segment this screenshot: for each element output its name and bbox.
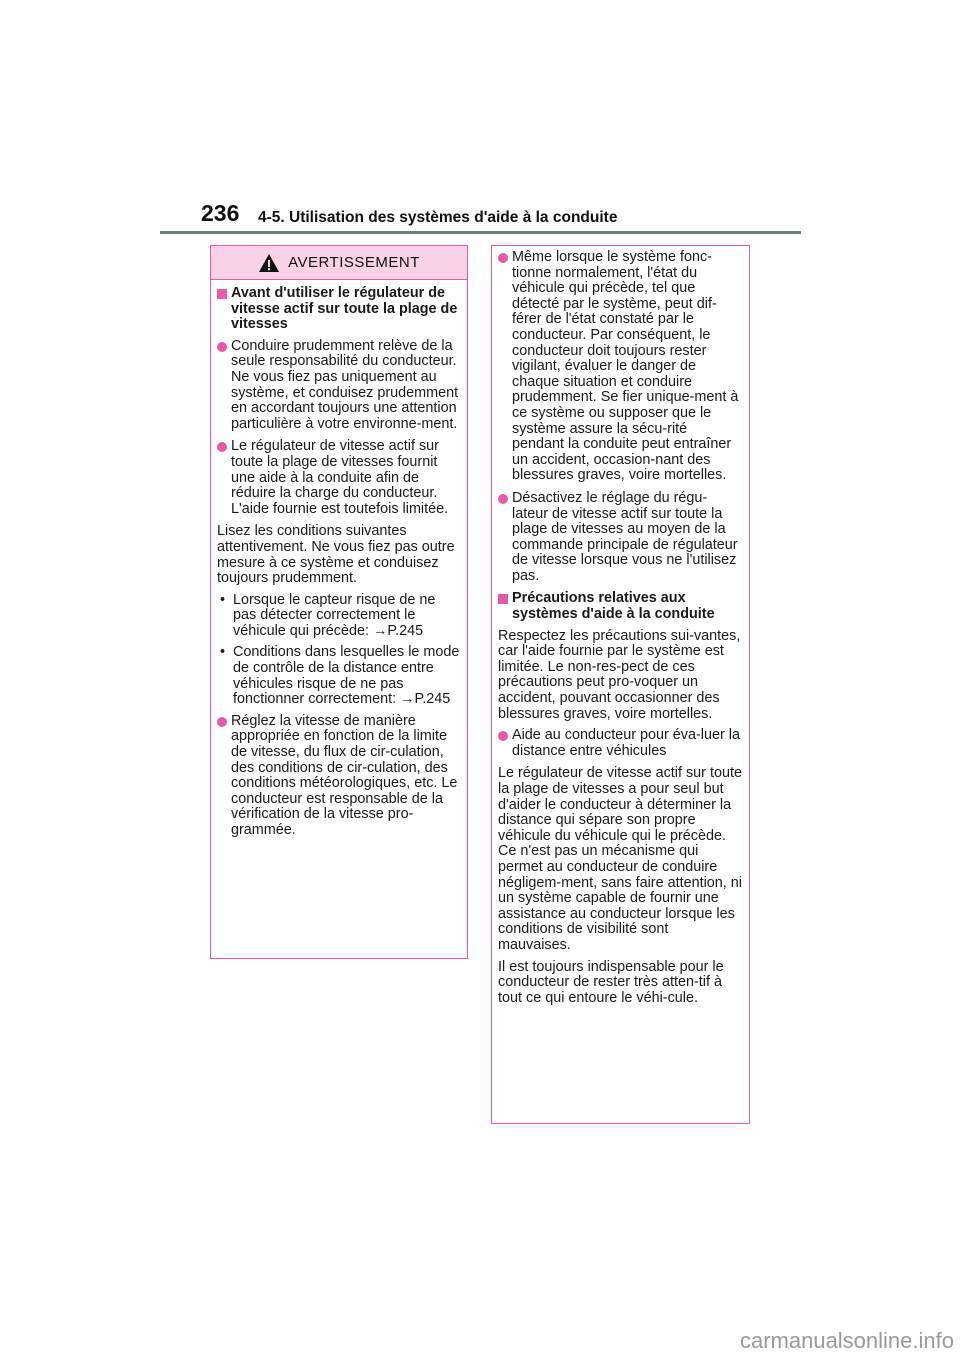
round-bullet-icon: [498, 253, 508, 263]
attention-paragraph: Il est toujours indispensable pour le conducteur de rester très atten-tif à tout ce qui entoure le véhi-cule.: [498, 958, 724, 1006]
warning-item-text: Réglez la vitesse de manière appropriée en fonction de la limite de vitesse, du flux de cir-culation, des conditions de cir-culation, des conditions météorologiques, etc. Le conducteur est responsable de la vérification de la vitesse pro-grammée.: [231, 712, 458, 838]
round-bullet-icon: [498, 731, 508, 741]
warning-continuation-box: [491, 245, 750, 1124]
warning-item-text: Conduire prudemment relève de la seule responsabilité du conducteur. Ne vous fiez pas uniquement au système, et conduisez prudemment en accordant toujours une attention particulière à votre environne-ment.: [231, 337, 459, 432]
warning-heading: [217, 286, 461, 333]
warning-bullet-text: Conditions dans lesquelles le mode de contrôle de la distance entre véhicules risque de ne pas fonctionner correctement: →P.245: [233, 644, 460, 708]
precautions-paragraph: Respectez les précautions sui-vantes, car l'aide fournie par le système est limitée. Le non-res-pect de ces précautions peut pro-voquer un accident, pouvant occasionner des blessures graves, voire mortelles.: [498, 627, 741, 722]
square-bullet-icon: [217, 289, 227, 299]
round-bullet-icon: [217, 717, 227, 727]
warning-item: [498, 250, 743, 484]
warning-bullet: [217, 645, 461, 707]
page-header: [0, 0, 960, 240]
footer-watermark: carmanualsonline.info: [739, 1328, 954, 1353]
warning-body: [211, 280, 467, 839]
header-divider: [160, 231, 801, 234]
warning-item: [217, 714, 461, 839]
warning-heading-text: Avant d'utiliser le régulateur de vitesse actif sur toute la plage de vitesses: [231, 285, 458, 333]
warning-item-text: Aide au conducteur pour éva-luer la distance entre véhicules: [512, 727, 740, 759]
round-bullet-icon: [217, 342, 227, 352]
dot-bullet-icon: •: [220, 591, 226, 608]
warning-triangle-icon: [258, 253, 280, 273]
warning-item: [217, 439, 461, 517]
round-bullet-icon: [217, 442, 227, 452]
warning-item: [498, 491, 743, 585]
dot-bullet-icon: •: [220, 644, 226, 661]
warning-item-text: Désactivez le réglage du régu-lateur de vitesse actif sur toute la plage de vitesses au moyen de la commande principale de régulateur de vitesse lorsque vous ne l'utilisez pas.: [512, 489, 738, 584]
warning-item: [217, 339, 461, 433]
precautions-heading: [498, 591, 743, 622]
warning-title: AVERTISSEMENT: [288, 254, 420, 271]
distance-paragraph: Le régulateur de vitesse actif sur toute la plage de vitesses a pour seul but d'aider le conducteur à déterminer la distance qui sépare son propre véhicule du véhicule qui le précède. Ce n'est pas un mécanisme qui permet au conducteur de conduire négligem-ment, sans faire attention, ni un système capable de fournir une assistance au conducteur lorsque les conditions de visibilité sont mauvaises.: [498, 765, 742, 953]
warning-bullet: [217, 593, 461, 640]
warning-paragraph: Lisez les conditions suivantes attentivement. Ne vous fiez pas outre mesure à ce système et conduisez toujours prudemment.: [217, 523, 455, 587]
round-bullet-icon: [498, 494, 508, 504]
precautions-heading-text: Précautions relatives aux systèmes d'aide à la conduite: [512, 590, 715, 623]
warning-item: [498, 728, 743, 759]
warning-header: [211, 246, 467, 280]
square-bullet-icon: [498, 594, 508, 604]
section-title: 4-5. Utilisation des systèmes d'aide à la conduite: [258, 209, 618, 226]
page-number: 236: [201, 200, 240, 226]
warning-item-text: Le régulateur de vitesse actif sur toute la plage de vitesses fournit une aide à la conduite afin de réduire la charge du conducteur. L'aide fournie est toutefois limitée.: [231, 438, 449, 517]
warning-box: [210, 245, 468, 959]
warning-item-text: Même lorsque le système fonc-tionne normalement, l'état du véhicule qui précède, tel que détecté par le système, peut dif-férer de l'état constaté par le conducteur. Par conséquent, le conducteur doit toujours rester vigilant, évaluer le danger de chaque situation et conduire prudemment. Se fier unique-ment à ce système ou supposer que le système assure la sécu-rité pendant la conduite peut entraîner un accident, occasion-nant des blessures graves, voire mortelles.: [512, 249, 739, 484]
warning-bullet-text: Lorsque le capteur risque de ne pas détecter correctement le véhicule qui précède: →P.245: [233, 591, 436, 639]
